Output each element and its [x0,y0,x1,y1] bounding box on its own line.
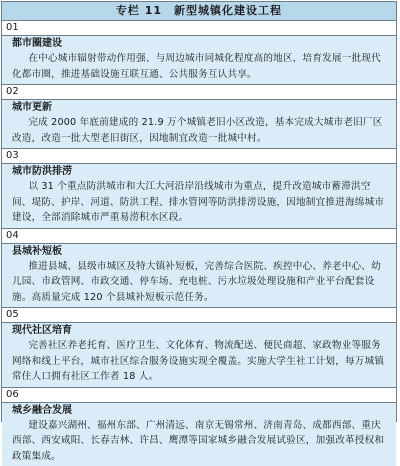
section-body: 以 31 个重点防洪城市和大江大河沿岸沿线城市为重点，提升改造城市蓄滞洪空间、堤防、护岸、河道、防洪工程、排水管网等防洪排涝设施，因地制宜推进海绵城市建设，全部消除城市严重易涝积水区段。 [2,179,396,228]
section-title: 县城补短板 [2,244,396,259]
section-title: 城市防洪排涝 [2,164,396,179]
section-county-town [2,229,396,309]
column-title: 专栏 11 新型城镇化建设工程 [2,2,396,21]
column-box [1,1,397,422]
section-title: 城市更新 [2,100,396,115]
section-community [2,308,396,388]
section-number: 05 [2,308,396,323]
section-number: 02 [2,85,396,100]
section-body: 完善社区养老托育、医疗卫生、文化体育、物流配送、便民商超、家政物业等服务网络和线上平台，城市社区综合服务设施实现全覆盖。实施大学生社工计划，每万城镇常住人口拥有社区工作者 18 人。 [2,338,396,387]
section-title: 都市圈建设 [2,36,396,51]
section-number: 03 [2,149,396,164]
section-flood-control [2,149,396,229]
section-body: 在中心城市辐射带动作用强、与周边城市同城化程度高的地区，培育发展一批现代化都市圈，推进基础设施互联互通、公共服务互认共享。 [2,51,396,84]
section-number: 04 [2,229,396,244]
section-title: 现代社区培育 [2,323,396,338]
section-number: 01 [2,21,396,36]
section-urban-rural [2,388,396,466]
section-urban-circle [2,21,396,85]
section-body: 推进县城、县级市城区及特大镇补短板，完善综合医院、疾控中心、养老中心、幼儿园、市政管网、市政交通、停车场、充电桩、污水垃圾处理设施和产业平台配套设施。高质量完成 120 个县城补短板示范任务。 [2,259,396,308]
section-urban-renewal [2,85,396,149]
section-body: 完成 2000 年底前建成的 21.9 万个城镇老旧小区改造，基本完成大城市老旧厂区改造，改造一批大型老旧街区，因地制宜改造一批城中村。 [2,115,396,148]
section-number: 06 [2,388,396,403]
section-title: 城乡融合发展 [2,403,396,418]
section-body: 建设嘉兴湖州、福州东部、广州清远、南京无锡常州、济南青岛、成都西部、重庆西部、西安咸阳、长春吉林、许昌、鹰潭等国家城乡融合发展试验区，加强改革授权和政策集成。 [2,418,396,466]
